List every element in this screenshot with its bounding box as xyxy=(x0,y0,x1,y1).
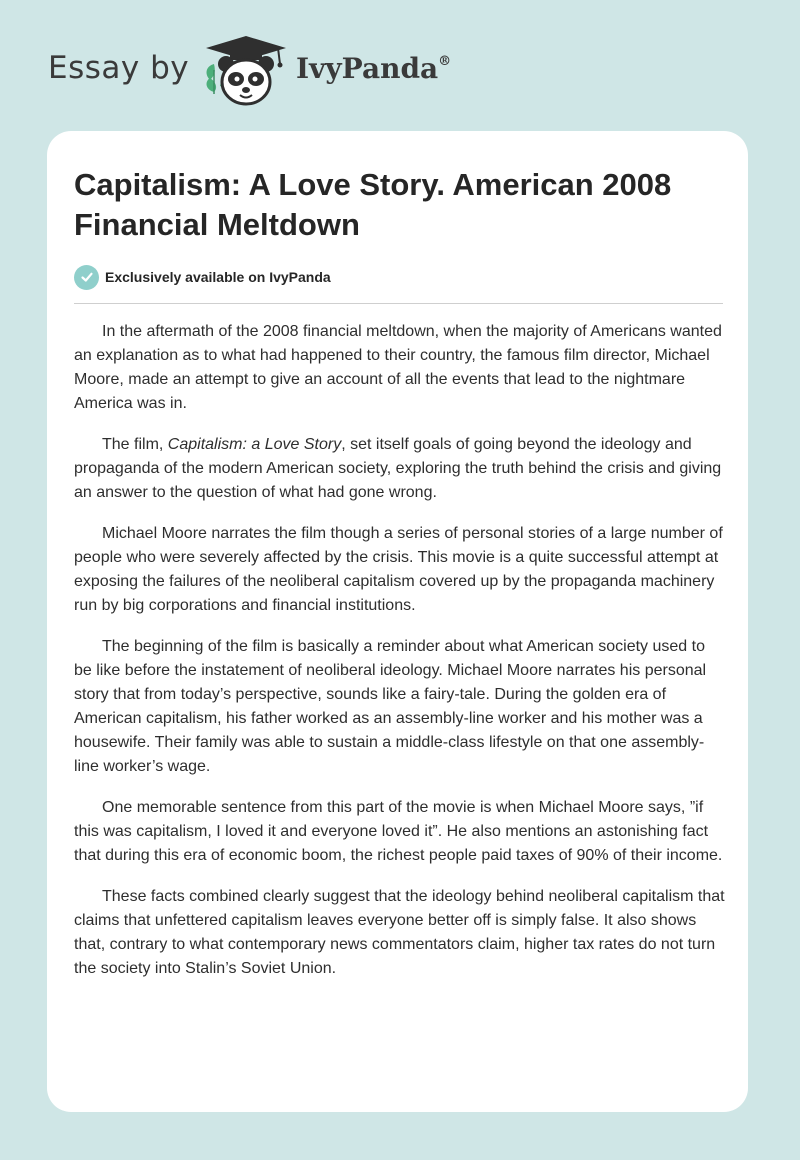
essay-title: Capitalism: A Love Story. American 2008 Financial Meltdown xyxy=(74,167,672,242)
essay-body xyxy=(74,320,726,998)
paragraph-3: Michael Moore narrates the film though a series of personal stories of a large number of people who were severely affected by the crisis. This movie is a quite successful attempt at exposing the failures of the neoliberal capitalism covered up by the propaganda machinery run by big corporations and financial institutions. xyxy=(74,525,723,614)
exclusive-badge-label: Exclusively available on IvyPanda xyxy=(105,269,331,285)
paragraph-4: The beginning of the film is basically a reminder about what American society used to be like before the instatement of neoliberal ideology. Michael Moore narrates his personal story that from today’s perspective, sounds like a fairy-tale. During the golden era of American capitalism, his father worked as an assembly-line worker and his mother was a housewife. Their family was able to sustain a middle-class lifestyle on that one assembly-line worker’s wage. xyxy=(74,638,707,775)
registered-mark: ® xyxy=(438,54,452,69)
paragraph-5: One memorable sentence from this part of the movie is when Michael Moore says, ”if this was capitalism, I loved it and everyone loved it”. He also mentions an astonishing fact that during this era of economic boom, the richest people paid taxes of 90% of their income. xyxy=(74,799,723,864)
checkmark-icon xyxy=(74,265,99,290)
essay-card xyxy=(47,131,748,1112)
paragraph-2-after: , set itself goals of going beyond the ideology and propaganda of the modern American society, exploring the truth behind the crisis and giving an answer to the question of what had gone wrong. xyxy=(74,436,722,501)
paragraph-1: In the aftermath of the 2008 financial meltdown, when the majority of Americans wanted an explanation as to what had happened to their country, the famous film director, Michael Moore, made an attempt to give an account of all the events that lead to the nightmare America was in. xyxy=(74,323,722,412)
panda-logo-icon[interactable] xyxy=(200,34,292,108)
essay-by-label: Essay by xyxy=(48,50,190,86)
paragraph-6: These facts combined clearly suggest that the ideology behind neoliberal capitalism that claims that unfettered capitalism leaves everyone better off is simply false. It also shows that, contrary to what contemporary news commentators claim, higher tax rates do not turn the society into Stalin’s Soviet Union. xyxy=(74,888,725,977)
paragraph-2-before: The film, xyxy=(102,436,168,453)
title-divider xyxy=(74,303,723,304)
brand-name[interactable] xyxy=(296,52,451,85)
site-header xyxy=(0,0,800,130)
film-title-italic: Capitalism: a Love Story xyxy=(167,436,342,453)
paragraph-2 xyxy=(74,433,726,505)
brand-text: IvyPanda xyxy=(296,52,439,85)
exclusive-badge xyxy=(74,264,331,290)
